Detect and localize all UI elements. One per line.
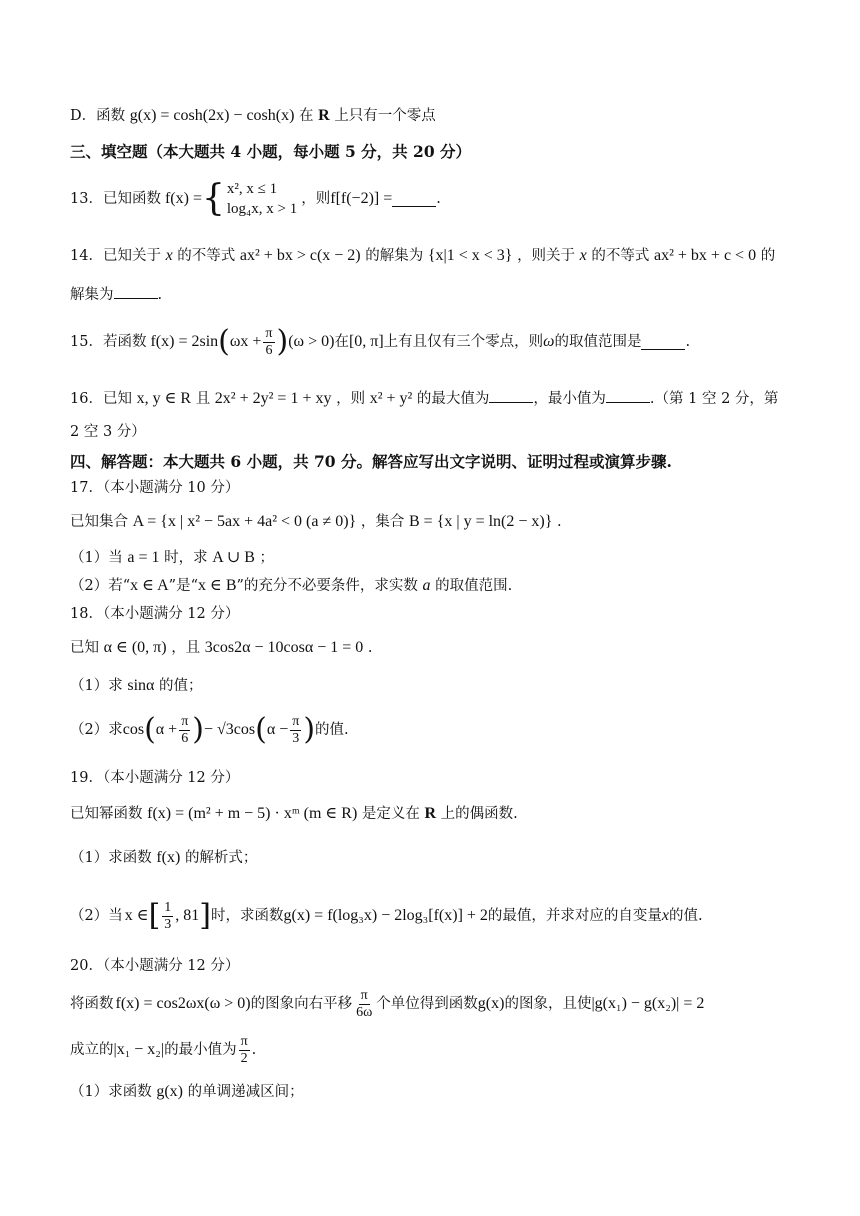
text: 的: [760, 248, 776, 264]
text: .: [367, 640, 373, 656]
math-expression: x ∈ A: [130, 577, 169, 594]
text: （1）求: [70, 678, 123, 694]
text: .: [157, 287, 163, 303]
math-expression: B = {x | y = ln(2 − x)}: [409, 513, 553, 530]
text: 的值.: [315, 722, 349, 738]
math-expression: ax² + bx + c < 0: [654, 247, 757, 264]
text: ，集合: [360, 514, 405, 530]
math-expression: ωx +: [229, 333, 262, 350]
math-expression: a = 1: [127, 549, 160, 566]
math-expression: {x|1 < x < 3}: [427, 247, 513, 264]
math-expression: f(x) = (m² + m − 5) · xᵐ (m ∈ R): [147, 805, 358, 822]
math-symbol: x: [579, 247, 587, 264]
math-expression: g(x): [156, 1083, 183, 1100]
text: 是定义在: [361, 806, 420, 822]
math-expression: x ∈ B: [197, 577, 237, 594]
math-expression: (ω > 0): [288, 333, 335, 350]
section-title-solutions: 四、解答题：本大题共 6 小题，共 70 分。解答应写出文字说明、证明过程或演算步骤.: [70, 452, 672, 471]
math-expression: sinα: [127, 677, 155, 694]
text: 15．若函数: [70, 334, 147, 350]
question-16: [70, 388, 800, 409]
question-17-part1: [70, 548, 800, 568]
text: ，且: [171, 640, 201, 656]
fraction: [290, 715, 301, 746]
text: 的解集为: [365, 248, 424, 264]
question-19-stem: [70, 804, 800, 824]
case-row: x², x ≤ 1: [226, 181, 278, 197]
denominator: 6ω: [356, 1004, 373, 1020]
option-label: D．函数: [70, 108, 126, 124]
text: ，最小值为: [533, 391, 606, 407]
text: 的取值范围.: [435, 578, 513, 594]
math-symbol: R: [318, 107, 330, 124]
question-20-stem-line2: [70, 1030, 800, 1070]
fraction: [179, 715, 190, 746]
numerator: π: [181, 713, 189, 729]
text: ，则: [336, 391, 366, 407]
fraction: [354, 989, 374, 1020]
fraction: [239, 1035, 250, 1066]
question-14: [70, 246, 800, 266]
denominator: 6: [181, 730, 189, 746]
text: 的图象，且使: [504, 996, 592, 1012]
question-20-stem: [70, 984, 800, 1024]
text: 的单调递减区间；: [187, 1084, 304, 1100]
math-expression: f(x) =: [164, 190, 202, 207]
numerator: π: [292, 713, 300, 729]
question-19-part2: （2）当 x ∈ [ $\frac{1}{3}$ , 81 ] 时，求函数 g(x) = f(log₃x) − 2log₃[f(x)] + 2 的最值，并求对应的自变量 x 的值.: [70, 898, 703, 933]
text: 的值.: [669, 908, 703, 924]
text: 且: [195, 391, 211, 407]
math-expression: [0, π]: [348, 333, 384, 350]
text: 的最大值为: [416, 391, 490, 407]
text: .: [557, 514, 562, 530]
numerator: π: [265, 325, 273, 341]
text: （1）求函数: [70, 850, 152, 866]
text: 上的偶函数.: [440, 806, 518, 822]
case-row: log₄x, x > 1: [226, 201, 298, 217]
math-expression: |x₁ − x₂|: [113, 1041, 165, 1058]
fraction: [162, 901, 173, 932]
question-18-part1: [70, 676, 800, 696]
text: ”是“: [168, 578, 198, 594]
math-symbol: x: [165, 247, 173, 264]
math-expression: x² + y²: [369, 390, 413, 407]
math-expression: f(x) = 2sin: [150, 333, 219, 350]
text: 的解析式；: [184, 850, 258, 866]
answer-blank: [641, 335, 685, 350]
text: 16．已知: [70, 391, 132, 407]
text: 的不等式: [177, 248, 236, 264]
text: .: [251, 1042, 257, 1058]
text: ，则关于: [517, 248, 576, 264]
math-expression: α +: [155, 721, 178, 738]
answer-blank: [392, 192, 436, 207]
text: 时，求函数: [211, 908, 284, 924]
text: 上只有一个零点: [334, 108, 436, 124]
text: ，则: [301, 191, 331, 207]
math-symbol: x: [661, 907, 670, 924]
question-number: 13．已知函数: [70, 191, 161, 207]
text: 已知: [70, 640, 99, 656]
math-expression: g(x) = cosh(2x) − cosh(x): [129, 107, 295, 124]
text: （2）当: [70, 908, 123, 924]
text: 在: [334, 334, 349, 350]
question-16-line2: 2 空 3 分）: [70, 424, 146, 440]
numerator: 1: [164, 899, 172, 915]
math-expression: α −: [266, 721, 289, 738]
text: 上有且仅有三个零点，则: [383, 334, 544, 350]
question-18-part2: （2）求 cos ( α + $\frac{\pi}{6}$ ) − √3cos ( α − $\frac{\pi}{3}$ ) 的值.: [70, 712, 349, 747]
math-expression: f(x) = cos2ωx(ω > 0): [115, 995, 251, 1012]
question-17-header: 17．（本小题满分 10 分）: [70, 480, 240, 496]
text: 已知集合: [70, 514, 128, 530]
text: 在: [299, 108, 314, 124]
text: 的图象向右平移: [250, 996, 353, 1012]
text: 个单位得到函数: [376, 996, 478, 1012]
question-17-stem: [70, 512, 800, 532]
text: 解集为: [70, 287, 114, 303]
text: 14．已知关于: [70, 248, 161, 264]
math-expression: x, y ∈ R: [136, 390, 192, 407]
text: 将函数: [70, 996, 114, 1012]
text: .（第 1 空 2 分，第: [649, 391, 779, 407]
math-expression: A ∪ B: [212, 549, 255, 566]
question-13: [70, 176, 800, 222]
math-expression: cos: [122, 721, 145, 738]
text: 已知幂函数: [70, 806, 143, 822]
question-18-header: 18．（本小题满分 12 分）: [70, 606, 240, 622]
section-title-fill-blank: 三、填空题（本大题共 4 小题，每小题 5 分，共 20 分）: [70, 142, 472, 161]
denominator: 2: [240, 1050, 248, 1066]
text: 的取值范围是: [554, 334, 642, 350]
text: 的最小值为: [164, 1042, 237, 1058]
fraction: [263, 327, 274, 358]
math-expression: ax² + bx > c(x − 2): [239, 247, 361, 264]
question-20-part1: [70, 1082, 800, 1102]
question-20-header: 20．（本小题满分 12 分）: [70, 958, 240, 974]
denominator: 3: [292, 730, 300, 746]
question-15: 15．若函数 f(x) = 2sin ( ωx + $\frac{\pi}{6}$ ) (ω > 0) 在 [0, π] 上有且仅有三个零点，则 ω 的取值范围是 .: [70, 324, 691, 359]
text: （1）求函数: [70, 1084, 152, 1100]
math-symbol: a: [422, 577, 431, 594]
text: 时，求: [164, 550, 208, 566]
math-expression: 2x² + 2y² = 1 + xy: [214, 390, 332, 407]
text: （2）若“: [70, 578, 131, 594]
math-symbol: R: [424, 805, 437, 822]
math-expression: x ∈: [124, 907, 149, 924]
math-expression: f(x): [156, 849, 181, 866]
text: （2）求: [70, 722, 123, 738]
math-expression: f[f(−2)] =: [330, 190, 393, 207]
question-19-part1: [70, 848, 800, 868]
math-expression: g(x) = f(log₃x) − 2log₃[f(x)] + 2: [283, 907, 488, 924]
math-expression: α ∈ (0, π): [103, 639, 167, 656]
numerator: π: [240, 1033, 248, 1049]
answer-blank: [489, 388, 533, 403]
math-expression: |g(x₁) − g(x₂)| = 2: [591, 995, 705, 1012]
text: .: [685, 334, 691, 350]
math-expression: A = {x | x² − 5ax + 4a² < 0 (a ≠ 0)}: [132, 513, 357, 530]
numerator: π: [360, 987, 368, 1003]
text: 的不等式: [591, 248, 650, 264]
text: 的最值，并求对应的自变量: [487, 908, 662, 924]
question-17-part2: [70, 576, 800, 596]
text: 成立的: [70, 1042, 114, 1058]
question-18-stem: [70, 638, 800, 658]
text: （1）当: [70, 550, 123, 566]
math-expression: g(x): [477, 995, 505, 1012]
option-d: [70, 106, 800, 126]
math-expression: , 81: [175, 907, 200, 924]
text: .: [436, 191, 441, 207]
answer-blank: [606, 388, 650, 403]
piecewise-cases: { x², x ≤ 1 log₄x, x > 1: [201, 178, 298, 219]
denominator: 3: [164, 916, 172, 932]
math-symbol: ω: [543, 333, 555, 350]
text: 的值；: [159, 678, 203, 694]
text: ；: [259, 550, 275, 566]
question-14-line2: [70, 284, 800, 305]
math-expression: 3cos2α − 10cosα − 1 = 0: [204, 639, 364, 656]
denominator: 6: [265, 342, 273, 358]
answer-blank: [114, 284, 158, 299]
math-expression: − √3cos: [203, 721, 256, 738]
text: ”的充分不必要条件，求实数: [236, 578, 418, 594]
question-19-header: 19．（本小题满分 12 分）: [70, 770, 240, 786]
